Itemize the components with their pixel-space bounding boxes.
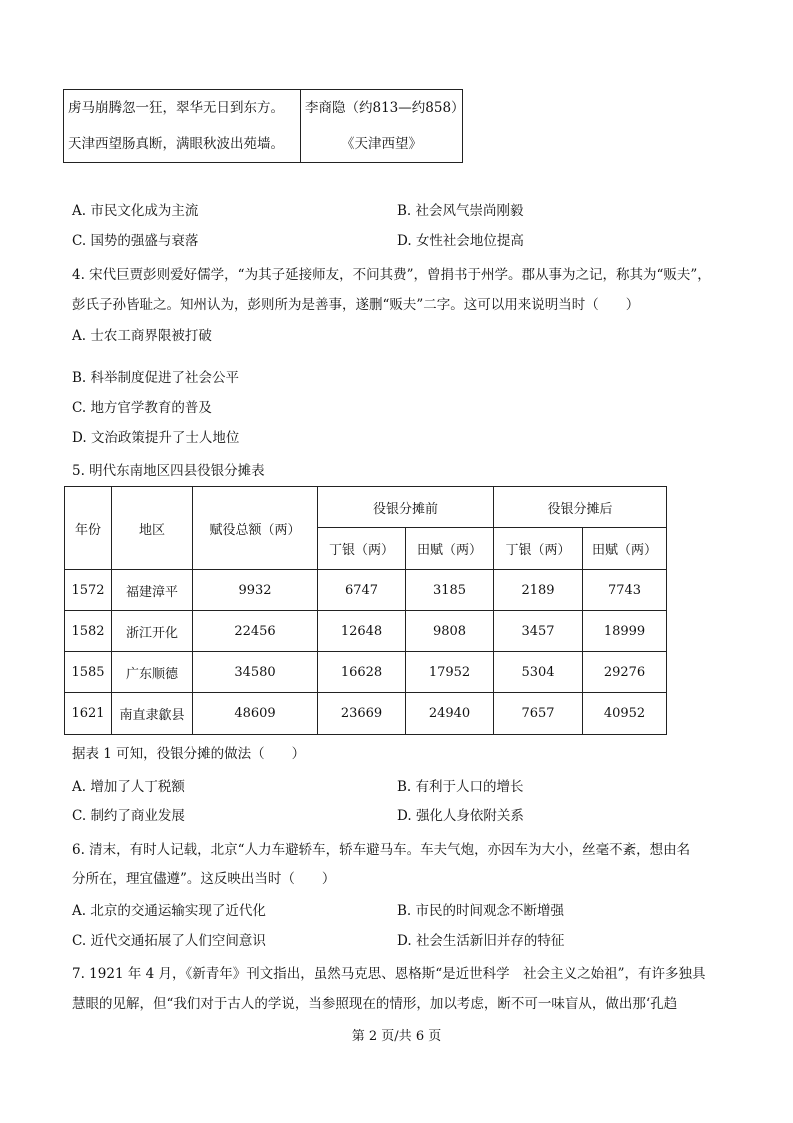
header-year: 年份 [65, 487, 112, 570]
q4-option-a: A. 士农工商界限被打破 [72, 328, 212, 344]
q4-option-d: D. 文治政策提升了士人地位 [72, 430, 240, 446]
cell-tian-before: 3185 [406, 570, 494, 611]
cell-tian-after: 18999 [583, 611, 667, 652]
header-ding-after: 丁银（两） [494, 528, 583, 570]
poem-title: 《天津西望》 [301, 126, 463, 163]
cell-ding-after: 2189 [494, 570, 583, 611]
cell-year: 1582 [65, 611, 112, 652]
header-after: 役银分摊后 [494, 487, 667, 528]
q5-question: 据表 1 可知，役银分摊的做法（ ） [72, 746, 306, 762]
q7-stem-line-1: 7. 1921 年 4 月，《新青年》刊文指出，虽然马克思、恩格斯“是近世科学 社会主义之始祖”，有许多独具 [72, 966, 706, 982]
poem-line-2: 天津西望肠真断，满眼秋波出苑墙。 [64, 126, 301, 163]
cell-total: 48609 [193, 693, 318, 735]
q6-option-d: D. 社会生活新旧并存的特征 [397, 933, 565, 949]
q3-option-c: C. 国势的强盛与衰落 [72, 233, 199, 249]
cell-tian-after: 7743 [583, 570, 667, 611]
header-ding-before: 丁银（两） [318, 528, 406, 570]
cell-year: 1621 [65, 693, 112, 735]
cell-ding-after: 3457 [494, 611, 583, 652]
q6-option-a: A. 北京的交通运输实现了近代化 [72, 903, 266, 919]
cell-region: 福建漳平 [112, 570, 193, 611]
q4-stem-line-1: 4. 宋代巨贾彭则爱好儒学，“为其子延接师友，不问其费”，曾捐书于州学。郡从事为之记，称其为“贩夫”， [72, 267, 711, 283]
poem-author: 李商隐（约813—约858） [301, 90, 463, 126]
q5-option-b: B. 有利于人口的增长 [397, 779, 524, 795]
header-tian-before: 田赋（两） [406, 528, 494, 570]
poem-line-1: 虏马崩腾忽一狂，翠华无日到东方。 [64, 90, 301, 126]
cell-total: 22456 [193, 611, 318, 652]
q3-option-b: B. 社会风气崇尚刚毅 [397, 203, 524, 219]
q6-option-c: C. 近代交通拓展了人们空间意识 [72, 933, 266, 949]
cell-ding-before: 23669 [318, 693, 406, 735]
q5-option-d: D. 强化人身依附关系 [397, 808, 524, 824]
tax-table [64, 486, 667, 735]
q6-option-b: B. 市民的时间观念不断增强 [397, 903, 565, 919]
table-row [65, 611, 667, 652]
q5-option-a: A. 增加了人丁税额 [72, 779, 185, 795]
cell-tian-before: 24940 [406, 693, 494, 735]
q5-title: 5. 明代东南地区四县役银分摊表 [72, 463, 265, 479]
q4-stem-line-2: 彭氏子孙皆耻之。知州认为，彭则所为是善事，遂删“贩夫”二字。这可以用来说明当时（ ） [72, 297, 640, 313]
poem-table [63, 89, 463, 163]
q3-option-a: A. 市民文化成为主流 [72, 203, 199, 219]
q4-option-c: C. 地方官学教育的普及 [72, 400, 212, 416]
q5-option-c: C. 制约了商业发展 [72, 808, 185, 824]
header-before: 役银分摊前 [318, 487, 494, 528]
cell-year: 1572 [65, 570, 112, 611]
header-tian-after: 田赋（两） [583, 528, 667, 570]
cell-region: 广东顺德 [112, 652, 193, 693]
table-row [65, 570, 667, 611]
cell-tian-after: 29276 [583, 652, 667, 693]
q7-stem-line-2: 慧眼的见解，但“我们对于古人的学说，当参照现在的情形，加以考虑，断不可一味盲从，做出那‘孔趋 [72, 996, 678, 1012]
table-row [65, 652, 667, 693]
cell-tian-before: 9808 [406, 611, 494, 652]
cell-ding-before: 16628 [318, 652, 406, 693]
cell-region: 南直隶歙县 [112, 693, 193, 735]
cell-ding-before: 12648 [318, 611, 406, 652]
cell-year: 1585 [65, 652, 112, 693]
cell-region: 浙江开化 [112, 611, 193, 652]
cell-ding-before: 6747 [318, 570, 406, 611]
q6-stem-line-2: 分所在，理宜儘遵”。这反映出当时（ ） [72, 871, 336, 887]
q3-option-d: D. 女性社会地位提高 [397, 233, 524, 249]
cell-total: 34580 [193, 652, 318, 693]
table-row [65, 693, 667, 735]
cell-tian-before: 17952 [406, 652, 494, 693]
q6-stem-line-1: 6. 清末，有时人记载，北京“人力车避轿车，轿车避马车。车夫气炮，亦因车为大小，丝毫不紊，想由名 [72, 842, 691, 858]
header-region: 地区 [112, 487, 193, 570]
page-footer: 第 2 页/共 6 页 [351, 1029, 442, 1044]
cell-total: 9932 [193, 570, 318, 611]
cell-tian-after: 40952 [583, 693, 667, 735]
q4-option-b: B. 科举制度促进了社会公平 [72, 370, 240, 386]
cell-ding-after: 7657 [494, 693, 583, 735]
header-total: 赋役总额（两） [193, 487, 318, 570]
cell-ding-after: 5304 [494, 652, 583, 693]
